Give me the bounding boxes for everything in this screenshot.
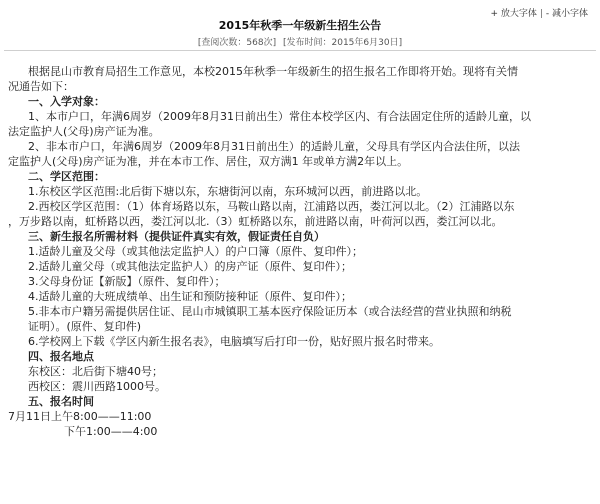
article-meta [0, 35, 600, 48]
intro-paragraph: 根据昆山市教育局招生工作意见，本校2015年秋季一年级新生的招生报名工作即将开始。现将有关情 [28, 65, 518, 78]
enlarge-font-link[interactable]: + 放大字体 [490, 9, 537, 19]
list-item-cont: 证明）。(原件、复印件) [28, 320, 142, 333]
list-item: 1.东校区学区范围:北后街下塘以东，东塘街河以南，东环城河以西，前进路以北。 [28, 185, 428, 198]
list-item-cont: ，万步路以南，虹桥路以西，娄江河以北.（3）虹桥路以东，前进路以南，叶荷河以西，娄江河以北。 [8, 215, 503, 228]
list-item: 3.父母身份证【新版】（原件、复印件）； [28, 275, 226, 288]
section-heading: 三、新生报名所需材料（提供证件真实有效，假证责任自负） [28, 230, 325, 243]
location-east: 东校区：北后街下塘40号； [28, 365, 163, 378]
publish-date: [发布时间：2015年6月30日] [282, 38, 403, 48]
view-count: [查阅次数：568次] [197, 38, 277, 48]
list-item: 4.适龄儿童的大班成绩单、出生证和预防接种证（原件、复印件）； [28, 290, 352, 303]
title-divider [4, 50, 596, 51]
font-tools-separator: | [539, 9, 543, 19]
time-morning: 7月11日上午8:00——11:00 [8, 410, 152, 423]
location-west: 西校区：震川西路1000号。 [28, 380, 166, 393]
list-item-cont: 法定监护人(父母)房产证为准。 [8, 125, 160, 138]
section-heading: 四、报名地点 [28, 350, 94, 363]
section-heading: 二、学区范围： [28, 170, 105, 183]
list-item: 6.学校网上下载《学区内新生报名表》，电脑填写后打印一份，贴好照片报名时带来。 [28, 335, 440, 348]
article-body [8, 64, 588, 439]
list-item: 1.适龄儿童及父母（或其他法定监护人）的户口簿（原件、复印件）； [28, 245, 363, 258]
section-heading: 一、入学对象： [28, 95, 105, 108]
list-item: 2、非本市户口，年满6周岁（2009年8月31日前出生）的适龄儿童，父母具有学区内合法住所，以法 [28, 140, 520, 153]
list-item: 5.非本市户籍另需提供居住证、昆山市城镇职工基本医疗保险证历本（或合法经营的营业执照和纳税 [28, 305, 512, 318]
section-heading: 五、报名时间 [28, 395, 94, 408]
list-item: 2.西校区学区范围：（1）体育场路以东，马鞍山路以南，江浦路以西，娄江河以北。（2）江浦路以东 [28, 200, 515, 213]
list-item: 2.适龄儿童父母（或其他法定监护人）的房产证（原件、复印件）； [28, 260, 352, 273]
time-afternoon: 下午1:00——4:00 [64, 425, 158, 438]
list-item-cont: 定监护人(父母)房产证为准，并在本市工作、居住，双方满1 年或单方满2年以上。 [8, 155, 409, 168]
article-title: 2015年秋季一年级新生招生公告 [218, 19, 382, 32]
list-item: 1、本市户口，年满6周岁（2009年8月31日前出生）常住本校学区内、有合法固定住所的适龄儿童，以 [28, 110, 531, 123]
shrink-font-link[interactable]: - 减小字体 [545, 9, 588, 19]
intro-paragraph-cont: 况通告如下： [8, 80, 74, 93]
